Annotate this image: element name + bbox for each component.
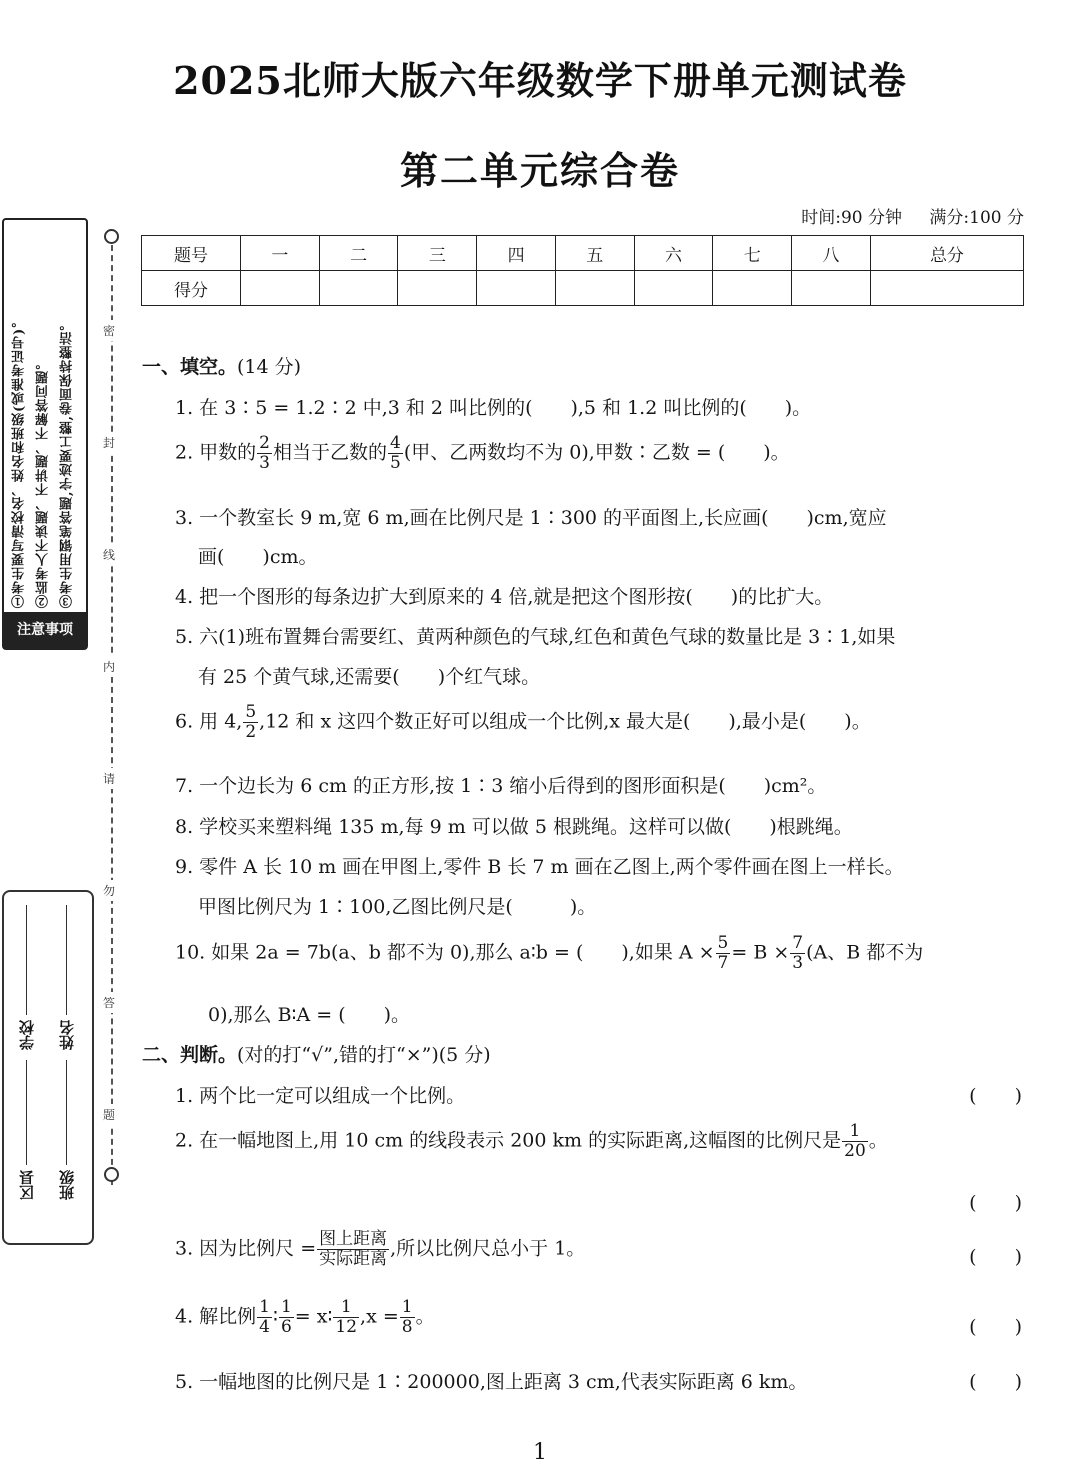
score-cell[interactable] [792, 271, 871, 306]
answer-paren[interactable]: ( ) [969, 1246, 1022, 1268]
table-cell: 得分 [142, 271, 241, 306]
section-title: 二、判断。 [142, 1044, 238, 1066]
question-text: ,x = [360, 1305, 399, 1328]
question-text: 2. 甲数的 [175, 441, 257, 464]
fraction [842, 1122, 868, 1161]
table-cell: 一 [241, 236, 320, 271]
question-2-1: 1. 两个比一定可以组成一个比例。 [175, 1085, 466, 1107]
numerator: 5 [717, 933, 729, 953]
class-field[interactable] [66, 1060, 67, 1165]
question-text: ∶ [273, 1305, 278, 1328]
fraction [317, 1230, 389, 1269]
table-cell: 四 [477, 236, 556, 271]
denominator: 20 [844, 1141, 866, 1161]
question-text: 。 [415, 1305, 435, 1328]
numerator: 5 [245, 702, 257, 722]
section-score: (14 分) [237, 356, 302, 378]
table-cell: 总分 [870, 236, 1023, 271]
question-1-8: 8. 学校买来塑料绳 135 m,每 9 m 可以做 5 根跳绳。这样可以做( )根跳绳。 [175, 816, 853, 838]
exam-full-score: 满分:100 分 [929, 208, 1024, 228]
question-1-10-line2: 0),那么 B∶A = ( )。 [208, 1004, 411, 1026]
question-1-5-line2: 有 25 个黄气球,还需要( )个红气球。 [198, 666, 541, 688]
table-cell: 五 [555, 236, 634, 271]
answer-paren[interactable]: ( ) [969, 1316, 1022, 1338]
section-note: (对的打“√”,错的打“×”)(5 分) [237, 1044, 491, 1066]
question-text: = B × [731, 941, 790, 964]
numerator: 1 [842, 1122, 868, 1142]
table-cell: 题号 [142, 236, 241, 271]
question-text: 3. 因为比例尺 = [175, 1237, 317, 1260]
seal-circle-top [104, 229, 119, 244]
question-1-7: 7. 一个边长为 6 cm 的正方形,按 1∶3 缩小后得到的图形面积是( )cm²。 [175, 775, 827, 797]
seal-char: 勿 [103, 880, 115, 901]
denominator: 7 [717, 953, 729, 973]
question-1-6 [175, 703, 871, 742]
table-cell: 七 [713, 236, 792, 271]
exam-time: 时间:90 分钟 [801, 208, 902, 228]
question-text: 。 [868, 1129, 888, 1152]
score-cell[interactable] [634, 271, 713, 306]
seal-circle-bottom [104, 1167, 119, 1182]
answer-paren[interactable]: ( ) [969, 1371, 1022, 1393]
fraction [243, 703, 258, 742]
exam-meta [779, 203, 1024, 228]
question-text: 10. 如果 2a = 7b(a、b 都不为 0),那么 a∶b = ( ),如果 A × [175, 941, 715, 964]
section-title: 一、填空。 [142, 356, 238, 378]
question-text: ,12 和 x 这四个数正好可以组成一个比例,x 最大是( ),最小是( )。 [259, 710, 871, 733]
score-cell[interactable] [477, 271, 556, 306]
name-field[interactable] [66, 905, 67, 1015]
district-label: 区县 [18, 1170, 36, 1200]
fraction [257, 434, 272, 473]
fraction [333, 1298, 359, 1337]
score-cell[interactable] [319, 271, 398, 306]
question-1-4: 4. 把一个图形的每条边扩大到原来的 4 倍,就是把这个图形按( )的比扩大。 [175, 586, 834, 608]
denominator: 2 [245, 722, 257, 742]
fraction [790, 934, 805, 973]
question-1-3-line1: 3. 一个教室长 9 m,宽 6 m,画在比例尺是 1∶300 的平面图上,长应画( )cm,宽应 [175, 507, 887, 529]
question-text: = x∶ [294, 1305, 333, 1328]
seal-char: 封 [103, 432, 115, 453]
score-cell[interactable] [555, 271, 634, 306]
question-2-2 [175, 1122, 888, 1161]
question-text: 4. 解比例 [175, 1305, 257, 1328]
question-text: 相当于乙数的 [273, 441, 388, 464]
page-title: 2025北师大版六年级数学下册单元测试卷 [173, 58, 907, 103]
question-1-3-line2: 画( )cm。 [198, 546, 318, 568]
section-1-heading [142, 352, 301, 379]
score-table-header-row [142, 236, 1024, 271]
question-1-5-line1: 5. 六(1)班布置舞台需要红、黄两种颜色的气球,红色和黄色气球的数量比是 3∶1,如果 [175, 626, 896, 648]
score-cell[interactable] [870, 271, 1023, 306]
question-text: 2. 在一幅地图上,用 10 cm 的线段表示 200 km 的实际距离,这幅图的比例尺是 [175, 1129, 842, 1152]
question-text: (A、B 都不为 [806, 941, 924, 964]
question-1-10 [175, 934, 923, 973]
denominator: 3 [259, 453, 270, 473]
numerator: 1 [280, 1297, 292, 1317]
fraction [388, 434, 403, 473]
notice-list [8, 228, 80, 608]
question-1-9-line1: 9. 零件 A 长 10 m 画在甲图上,零件 B 长 7 m 画在乙图上,两个零件画在图上一样长。 [175, 856, 904, 878]
numerator: 1 [401, 1297, 413, 1317]
fraction [716, 934, 731, 973]
denominator: 实际距离 [319, 1249, 388, 1269]
fraction [400, 1298, 415, 1337]
fraction [279, 1298, 294, 1337]
score-table-score-row [142, 271, 1024, 306]
denominator: 12 [335, 1317, 358, 1337]
numerator: 4 [390, 433, 401, 453]
denominator: 5 [390, 453, 401, 473]
score-cell[interactable] [713, 271, 792, 306]
question-2-3 [175, 1230, 585, 1269]
score-cell[interactable] [241, 271, 320, 306]
seal-char: 题 [103, 1104, 115, 1125]
question-text: ,所以比例尺总小于 1。 [390, 1237, 586, 1260]
numerator: 2 [259, 433, 270, 453]
district-field[interactable] [26, 1060, 27, 1165]
question-1-9-line2: 甲图比例尺为 1∶100,乙图比例尺是( )。 [198, 896, 597, 918]
denominator: 4 [259, 1317, 270, 1337]
table-cell: 三 [398, 236, 477, 271]
seal-char: 答 [103, 992, 115, 1013]
name-label: 姓名 [58, 1020, 76, 1050]
answer-paren[interactable]: ( ) [969, 1085, 1022, 1107]
class-label: 班级 [58, 1170, 76, 1200]
numerator: 7 [792, 933, 804, 953]
numerator: 1 [333, 1298, 359, 1318]
school-label: 学校 [18, 1020, 36, 1050]
notice-item: ①考生要写清校名、姓名和班级(或准考证号)。 [12, 313, 27, 608]
table-cell: 八 [792, 236, 871, 271]
answer-paren[interactable]: ( ) [969, 1192, 1022, 1214]
question-1-2 [175, 434, 790, 473]
question-1-1: 1. 在 3∶5 = 1.2∶2 中,3 和 2 叫比例的( ),5 和 1.2 叫比例的( )。 [175, 397, 812, 419]
denominator: 8 [401, 1317, 413, 1337]
school-field[interactable] [26, 905, 27, 1015]
seal-char: 线 [103, 544, 115, 565]
numerator: 图上距离 [319, 1229, 388, 1249]
seal-char: 内 [103, 656, 115, 677]
score-table [141, 235, 1024, 306]
table-cell: 二 [319, 236, 398, 271]
page-number: 1 [533, 1440, 547, 1465]
table-cell: 六 [634, 236, 713, 271]
seal-char: 密 [103, 320, 115, 341]
page-subtitle: 第二单元综合卷 [399, 148, 680, 193]
numerator: 1 [259, 1297, 270, 1317]
notice-label: 注意事项 [4, 612, 86, 648]
seal-dashed-line [111, 235, 113, 1185]
score-cell[interactable] [398, 271, 477, 306]
section-2-heading [142, 1040, 491, 1067]
question-text: 6. 用 4, [175, 710, 243, 733]
seal-char: 请 [103, 768, 115, 789]
notice-item: ②监考人不读题、不讲题、不解答问题。 [36, 356, 51, 608]
denominator: 6 [280, 1317, 292, 1337]
question-2-4 [175, 1298, 435, 1337]
question-2-5: 5. 一幅地图的比例尺是 1∶200000,图上距离 3 cm,代表实际距离 6 km。 [175, 1371, 808, 1393]
notice-item: ③考生用钢笔答题,字迹要工整,卷面保持整洁。 [60, 316, 75, 608]
question-text: (甲、乙两数均不为 0),甲数∶乙数 = ( )。 [403, 441, 790, 464]
fraction [257, 1298, 272, 1337]
denominator: 3 [792, 953, 804, 973]
